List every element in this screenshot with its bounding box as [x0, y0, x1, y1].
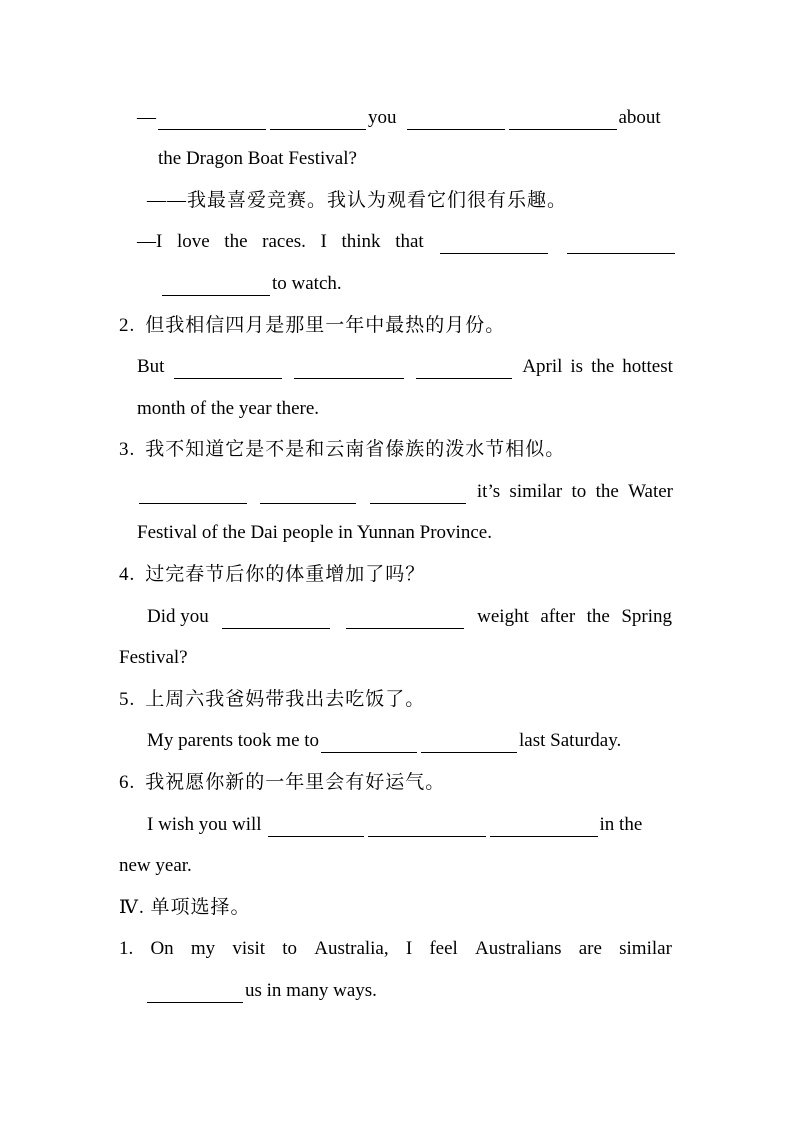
question-number: 3.: [119, 439, 136, 460]
word: Water: [628, 481, 673, 502]
word: visit: [232, 938, 266, 959]
word: I wish you will: [147, 814, 262, 835]
q2-chinese: [119, 314, 505, 338]
question-number: 1.: [119, 938, 134, 959]
word-you: you: [368, 107, 397, 128]
mc1-question-line-2: [145, 979, 377, 1003]
word: hottest: [622, 356, 673, 377]
word: I: [320, 231, 327, 252]
q4-english-line-2: Festival?: [119, 647, 188, 668]
q5-chinese: [119, 688, 425, 712]
prev-question-line-1: [137, 106, 661, 130]
word: But: [137, 356, 165, 377]
answer-blank[interactable]: [490, 818, 598, 837]
q3-english: [137, 480, 673, 504]
word: my: [190, 938, 216, 959]
word: are: [578, 938, 602, 959]
answer-blank[interactable]: [147, 984, 243, 1003]
answer-blank[interactable]: [268, 818, 364, 837]
word: I: [405, 938, 413, 959]
mc1-question: [119, 937, 672, 961]
answer-blank[interactable]: [346, 610, 464, 629]
q3-english-line-2: Festival of the Dai people in Yunnan Province.: [137, 522, 492, 543]
word: that: [395, 231, 424, 252]
word: —I: [137, 231, 163, 252]
prev-question-line-5: [160, 272, 342, 296]
word: similar: [509, 481, 563, 502]
q6-chinese: [119, 771, 445, 795]
prev-question-line-4: [137, 230, 677, 254]
answer-blank[interactable]: [407, 111, 505, 130]
section-title: Ⅳ. 单项选择。: [119, 897, 251, 918]
word: races.: [262, 231, 306, 252]
prev-question-chinese: ——我最喜爱竞赛。我认为观看它们很有乐趣。: [147, 190, 568, 211]
word: similar: [619, 938, 672, 959]
question-number: 6.: [119, 772, 136, 793]
q5-english: [147, 729, 621, 753]
chinese-prompt: 上周六我爸妈带我出去吃饭了。: [145, 689, 426, 710]
dash: —: [137, 107, 156, 128]
word: feel: [429, 938, 458, 959]
word-about: about: [618, 107, 661, 128]
question-number: 2.: [119, 315, 136, 336]
word: after: [540, 606, 576, 627]
answer-blank[interactable]: [162, 277, 270, 296]
q2-english: [137, 355, 673, 379]
word: to: [571, 481, 587, 502]
chinese-prompt: 过完春节后你的体重增加了吗？: [145, 564, 426, 585]
word: to watch.: [272, 273, 342, 294]
word: to: [282, 938, 298, 959]
word: us in many ways.: [245, 980, 377, 1001]
word: My parents took me to: [147, 730, 320, 751]
chinese-prompt: 但我相信四月是那里一年中最热的月份。: [145, 315, 506, 336]
answer-blank[interactable]: [294, 360, 404, 379]
q6-english: [147, 813, 642, 837]
answer-blank[interactable]: [174, 360, 282, 379]
word: last Saturday.: [519, 730, 622, 751]
q3-chinese: [119, 438, 565, 462]
answer-blank[interactable]: [368, 818, 486, 837]
q4-english: [147, 605, 672, 629]
answer-blank[interactable]: [370, 485, 466, 504]
q2-english-line-2: month of the year there.: [137, 398, 320, 419]
word: the: [586, 606, 610, 627]
q6-english-line-2: new year.: [119, 855, 192, 876]
word: in the: [599, 814, 643, 835]
answer-blank[interactable]: [416, 360, 512, 379]
chinese-prompt: 我祝愿你新的一年里会有好运气。: [145, 772, 446, 793]
answer-blank[interactable]: [270, 111, 366, 130]
word: weight: [477, 606, 529, 627]
prev-question-line-2: the Dragon Boat Festival?: [158, 148, 357, 169]
word: Australia,: [314, 938, 389, 959]
answer-blank[interactable]: [222, 610, 330, 629]
chinese-prompt: 我不知道它是不是和云南省傣族的泼水节相似。: [145, 439, 566, 460]
word: the: [591, 356, 615, 377]
answer-blank[interactable]: [440, 235, 548, 254]
word: April: [522, 356, 563, 377]
word: love: [176, 231, 210, 252]
answer-blank[interactable]: [567, 235, 675, 254]
word: Did you: [147, 606, 209, 627]
answer-blank[interactable]: [421, 734, 517, 753]
answer-blank[interactable]: [321, 734, 417, 753]
answer-blank[interactable]: [260, 485, 356, 504]
answer-blank[interactable]: [509, 111, 617, 130]
answer-blank[interactable]: [158, 111, 266, 130]
word: Spring: [621, 606, 672, 627]
word: Australians: [475, 938, 562, 959]
word: it’s: [476, 481, 501, 502]
word: the: [224, 231, 248, 252]
word: think: [341, 231, 381, 252]
question-number: 4.: [119, 564, 136, 585]
answer-blank[interactable]: [139, 485, 247, 504]
word: the: [595, 481, 619, 502]
q4-chinese: [119, 563, 425, 587]
word: On: [150, 938, 174, 959]
question-number: 5.: [119, 689, 136, 710]
word: is: [570, 356, 584, 377]
